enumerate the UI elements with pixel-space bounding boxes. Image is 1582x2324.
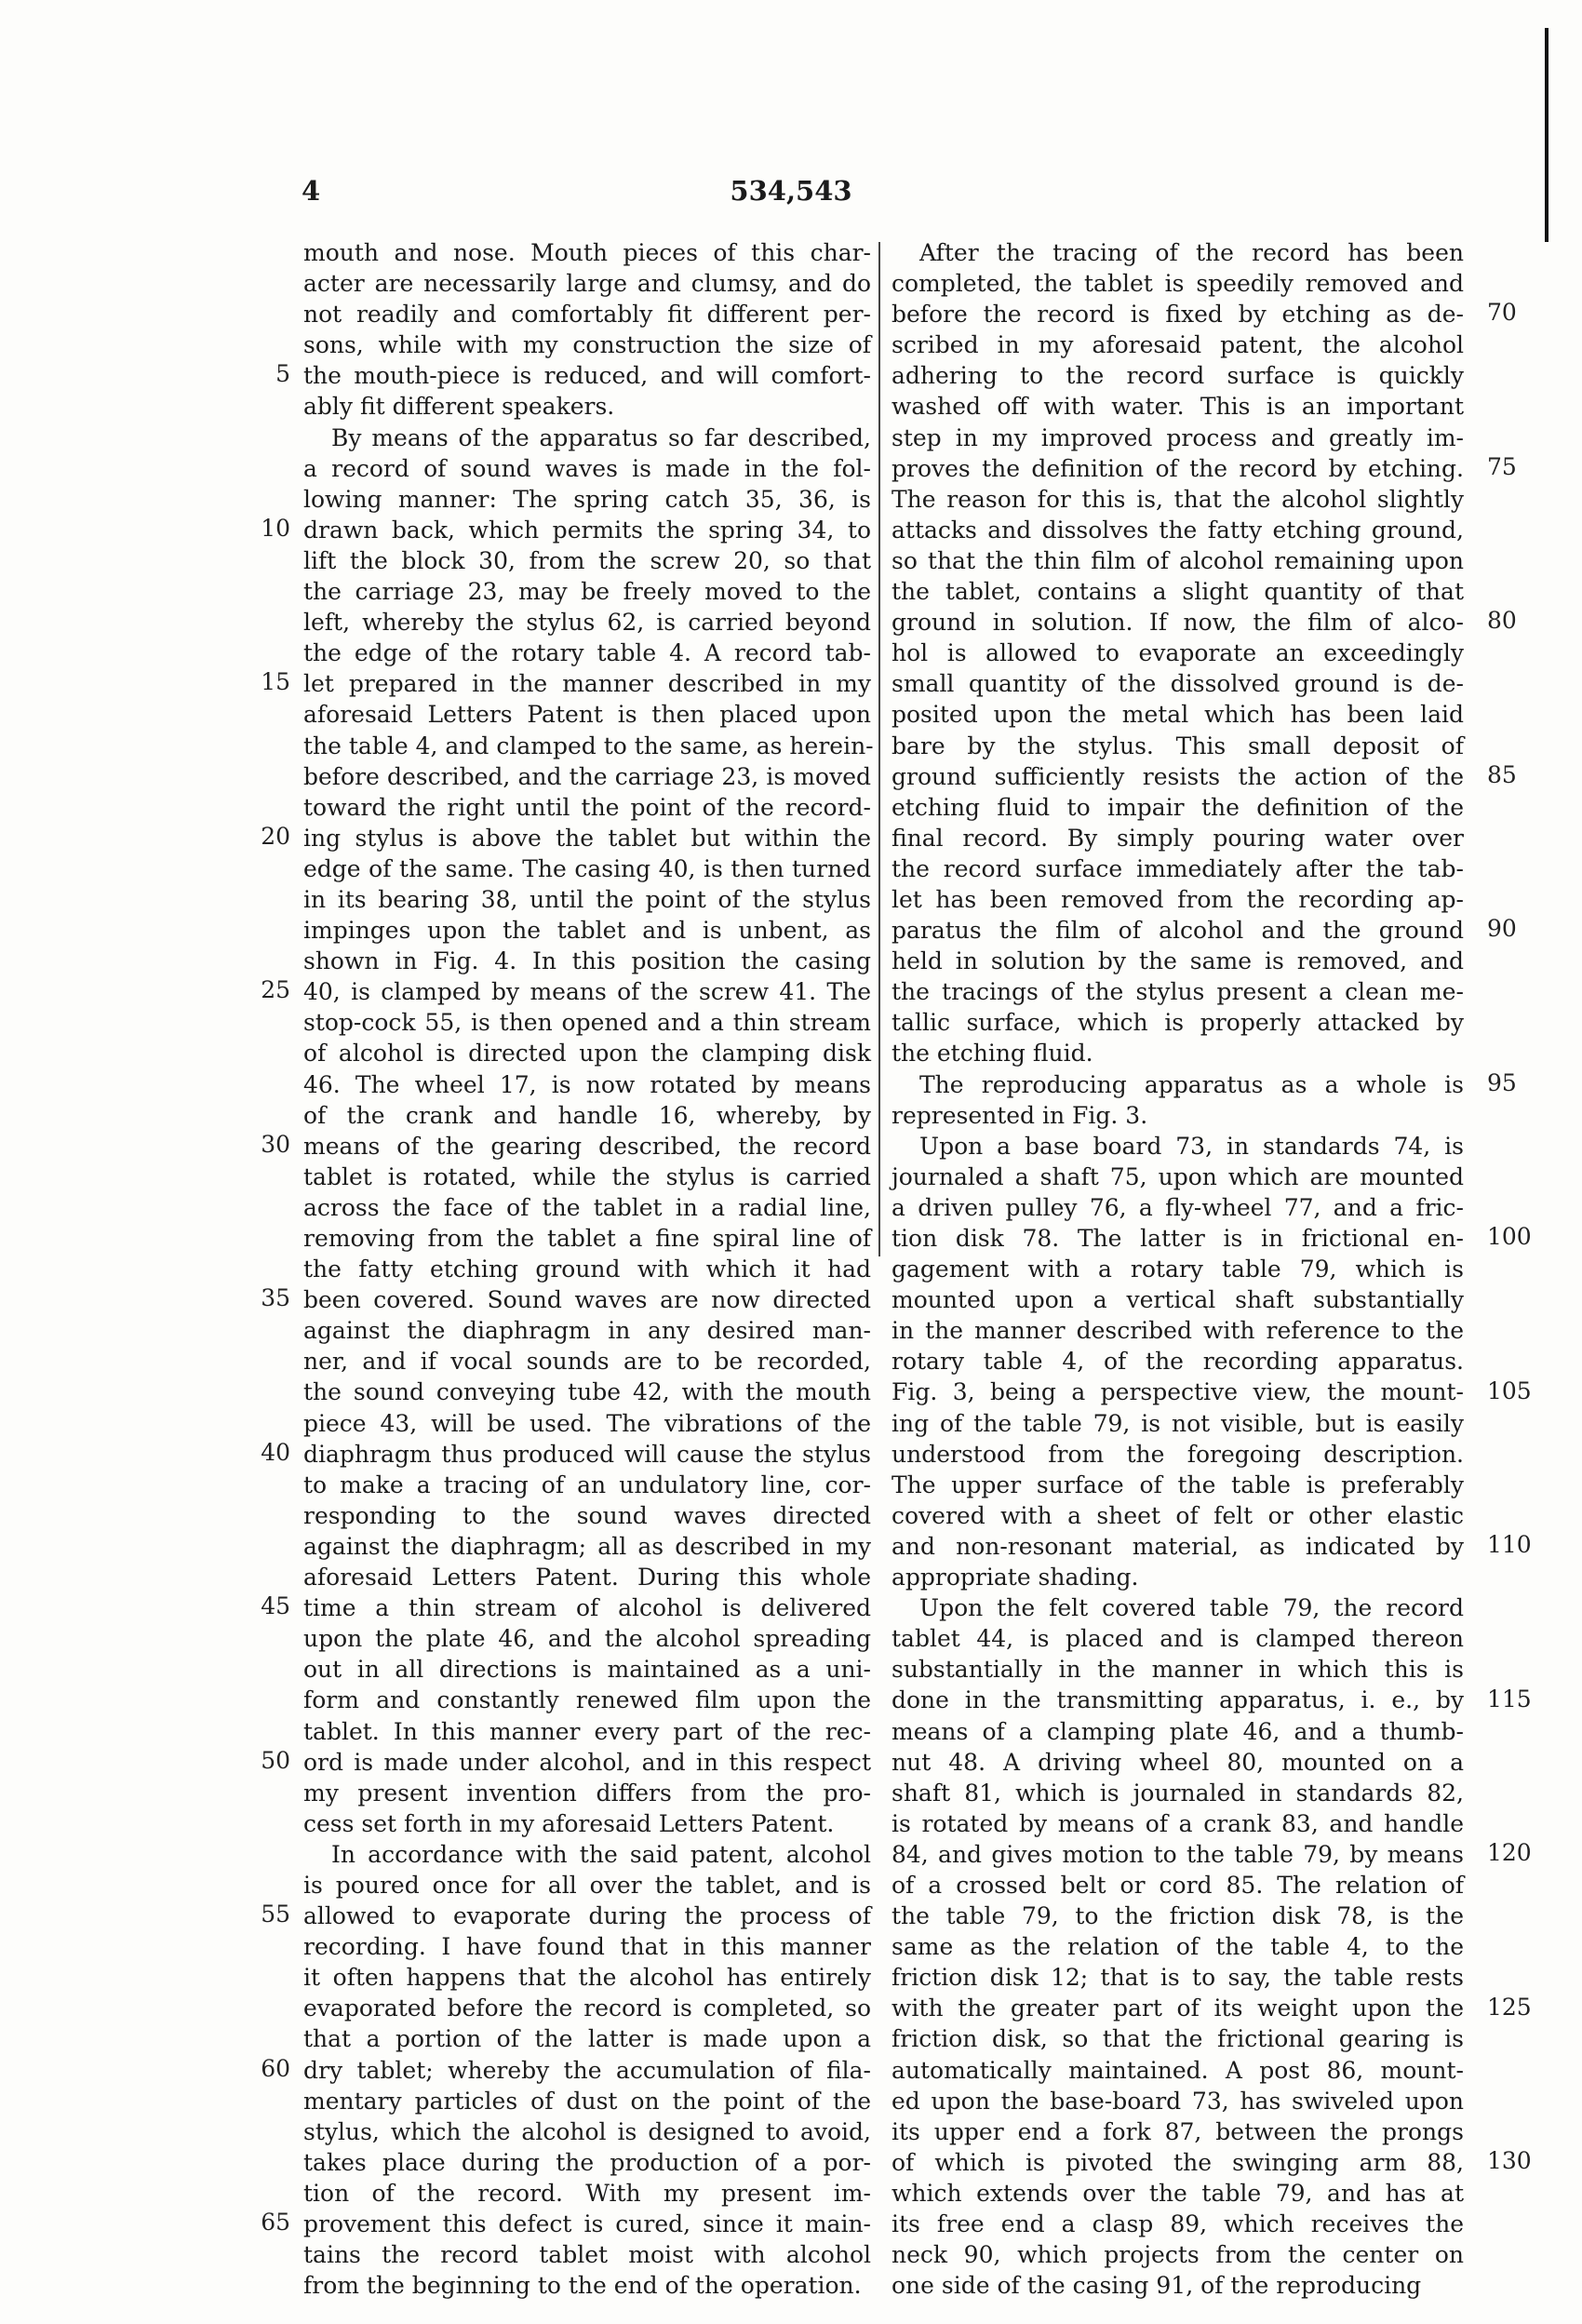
text-line: in the manner described with reference to the (892, 1317, 1464, 1345)
right-margin-line-number: 85 (1487, 760, 1517, 788)
left-margin-line-number: 50 (261, 1746, 290, 1774)
left-text-column (303, 237, 874, 2301)
text-line: piece 43, will be used. The vibrations of the (303, 1409, 871, 1437)
left-margin-line-number: 25 (261, 976, 290, 1004)
text-line: tion of the record. With my present im- (303, 2179, 871, 2207)
left-margin-line-number: 60 (261, 2054, 290, 2082)
text-line: bare by the stylus. This small deposit of (892, 732, 1464, 759)
text-line: my present invention differs from the pro- (303, 1779, 871, 1807)
text-line: neck 90, which projects from the center on (892, 2241, 1464, 2269)
text-line: substantially in the manner in which this is (892, 1656, 1464, 1684)
text-line: appropriate shading. (892, 1564, 1139, 1592)
right-margin-line-number: 95 (1487, 1068, 1517, 1096)
text-line: and non-resonant material, as indicated by (892, 1532, 1464, 1560)
text-line: of the crank and handle 16, whereby, by (303, 1101, 871, 1129)
text-line: impinges upon the tablet and is unbent, as (303, 917, 871, 945)
text-line: The reproducing apparatus as a whole is (919, 1070, 1464, 1098)
text-line: attacks and dissolves the fatty etching ground, (892, 516, 1464, 544)
text-line: After the tracing of the record has been (919, 239, 1464, 266)
text-line: to make a tracing of an undulatory line, cor- (303, 1471, 871, 1498)
page-edge-mark (1545, 28, 1548, 242)
text-line: ing stylus is above the tablet but within the (303, 824, 871, 852)
text-line: paratus the film of alcohol and the ground (892, 917, 1464, 945)
left-margin-line-number: 15 (261, 668, 290, 696)
text-line: a driven pulley 76, a fly-wheel 77, and a fric- (892, 1193, 1464, 1221)
text-line: ground in solution. If now, the film of alco- (892, 609, 1464, 637)
text-line: represented in Fig. 3. (892, 1101, 1148, 1129)
text-line: understood from the foregoing description. (892, 1440, 1464, 1468)
text-line: mentary particles of dust on the point of the (303, 2087, 871, 2115)
text-line: journaled a shaft 75, upon which are mounted (892, 1162, 1464, 1190)
text-line: one side of the casing 91, of the reproducing (892, 2272, 1422, 2300)
text-line: rotary table 4, of the recording apparatus. (892, 1348, 1464, 1376)
text-line: acter are necessarily large and clumsy, and do (303, 270, 871, 298)
text-line: The upper surface of the table is preferably (892, 1471, 1464, 1498)
text-line: ner, and if vocal sounds are to be recorded, (303, 1348, 871, 1376)
right-margin-line-number: 125 (1487, 1993, 1532, 2021)
text-line: left, whereby the stylus 62, is carried beyond (303, 609, 871, 637)
text-line: tallic surface, which is properly attacked by (892, 1009, 1464, 1037)
right-margin-line-number: 70 (1487, 299, 1517, 327)
left-margin-line-number: 45 (261, 1592, 290, 1620)
text-line: not readily and comfortably fit different per- (303, 301, 871, 329)
text-line: evaporated before the record is completed, so (303, 1995, 871, 2022)
left-margin-line-number: 30 (261, 1130, 290, 1158)
text-line: recording. I have found that in this manner (303, 1933, 871, 1961)
text-line: form and constantly renewed film upon the (303, 1686, 871, 1714)
right-margin-line-number: 75 (1487, 452, 1517, 480)
page-number: 4 (302, 175, 321, 207)
text-line: stop-cock 55, is then opened and a thin stream (303, 1009, 871, 1037)
text-line: mouth and nose. Mouth pieces of this char- (303, 239, 871, 266)
text-line: is poured once for all over the tablet, and is (303, 1871, 871, 1899)
text-line: the carriage 23, may be freely moved to the (303, 578, 871, 606)
text-line: friction disk, so that the frictional gearing is (892, 2025, 1464, 2053)
text-line: drawn back, which permits the spring 34, to (303, 516, 871, 544)
text-line: ord is made under alcohol, and in this respect (303, 1748, 871, 1776)
text-line: dry tablet; whereby the accumulation of fila- (303, 2056, 871, 2084)
text-line: step in my improved process and greatly im- (892, 423, 1464, 451)
text-line: tains the record tablet moist with alcohol (303, 2241, 871, 2269)
text-line: 46. The wheel 17, is now rotated by means (303, 1070, 871, 1098)
text-line: friction disk 12; that is to say, the table rests (892, 1964, 1464, 1992)
text-line: The reason for this is, that the alcohol slightly (892, 485, 1464, 513)
right-margin-line-number: 110 (1487, 1531, 1532, 1559)
text-line: tablet. In this manner every part of the rec- (303, 1717, 871, 1745)
text-line: lowing manner: The spring catch 35, 36, is (303, 485, 871, 513)
text-line: let prepared in the manner described in my (303, 670, 871, 698)
text-line: its upper end a fork 87, between the prongs (892, 2117, 1464, 2145)
text-line: the tablet, contains a slight quantity of that (892, 578, 1464, 606)
text-line: it often happens that the alcohol has entirely (303, 1964, 871, 1992)
text-line: with the greater part of its weight upon the (892, 1995, 1464, 2022)
right-margin-line-number: 90 (1487, 915, 1517, 943)
left-margin-line-number: 55 (261, 1901, 290, 1928)
text-line: the table 4, and clamped to the same, as herein- (303, 732, 874, 759)
text-line: gagement with a rotary table 79, which is (892, 1256, 1464, 1283)
text-line: is rotated by means of a crank 83, and handle (892, 1809, 1464, 1837)
text-line: a record of sound waves is made in the fol- (303, 454, 871, 482)
text-line: lift the block 30, from the screw 20, so that (303, 546, 871, 574)
text-line: before described, and the carriage 23, is moved (303, 762, 871, 790)
text-line: Upon the felt covered table 79, the record (919, 1594, 1464, 1622)
text-line: aforesaid Letters Patent is then placed upon (303, 701, 871, 729)
text-line: in its bearing 38, until the point of the stylus (303, 885, 871, 913)
text-line: against the diaphragm; all as described in my (303, 1532, 871, 1560)
text-line: final record. By simply pouring water over (892, 824, 1464, 852)
text-line: washed off with water. This is an important (892, 393, 1464, 421)
text-line: which extends over the table 79, and has at (892, 2179, 1464, 2207)
text-line: across the face of the tablet in a radial line, (303, 1193, 871, 1221)
right-text-column (892, 237, 1464, 2301)
right-margin-line-number: 120 (1487, 1839, 1532, 1867)
text-line: allowed to evaporate during the process of (303, 1902, 871, 1930)
text-line: By means of the apparatus so far described, (331, 423, 871, 451)
text-line: ing of the table 79, is not visible, but is easily (892, 1409, 1464, 1437)
text-line: etching fluid to impair the definition of the (892, 793, 1464, 821)
text-line: upon the plate 46, and the alcohol spreading (303, 1625, 871, 1653)
text-line: the etching fluid. (892, 1040, 1093, 1068)
text-line: cess set forth in my aforesaid Letters Patent. (303, 1809, 835, 1837)
text-line: the mouth-piece is reduced, and will comfort- (303, 362, 871, 390)
text-line: time a thin stream of alcohol is delivered (303, 1594, 871, 1622)
text-line: edge of the same. The casing 40, is then turned (303, 854, 871, 882)
text-line: Upon a base board 73, in standards 74, is (919, 1132, 1464, 1160)
text-line: automatically maintained. A post 86, mount- (892, 2056, 1464, 2084)
left-margin-line-number: 40 (261, 1438, 290, 1466)
text-line: Fig. 3, being a perspective view, the mount- (892, 1378, 1464, 1406)
text-line: small quantity of the dissolved ground is de- (892, 670, 1464, 698)
text-line: the fatty etching ground with which it had (303, 1256, 871, 1283)
text-line: of a crossed belt or cord 85. The relation of (892, 1871, 1464, 1899)
text-line: completed, the tablet is speedily removed and (892, 270, 1464, 298)
text-line: provement this defect is cured, since it main- (303, 2210, 871, 2237)
text-line: takes place during the production of a por- (303, 2148, 871, 2176)
text-line: means of the gearing described, the record (303, 1132, 871, 1160)
text-line: ground sufficiently resists the action of the (892, 762, 1464, 790)
text-line: diaphragm thus produced will cause the stylus (303, 1440, 871, 1468)
text-line: aforesaid Letters Patent. During this whole (303, 1564, 871, 1592)
text-line: same as the relation of the table 4, to the (892, 1933, 1464, 1961)
right-margin-line-number: 80 (1487, 607, 1517, 635)
left-margin-line-number: 10 (261, 514, 290, 542)
text-line: removing from the tablet a fine spiral line of (303, 1225, 871, 1252)
text-line: proves the definition of the record by etching. (892, 454, 1464, 482)
text-line: done in the transmitting apparatus, i. e., by (892, 1686, 1464, 1714)
text-line: tion disk 78. The latter is in frictional en- (892, 1225, 1464, 1252)
left-margin-line-number: 35 (261, 1284, 290, 1312)
text-line: shown in Fig. 4. In this position the casing (303, 947, 871, 975)
text-line: tablet is rotated, while the stylus is carried (303, 1162, 871, 1190)
text-line: ed upon the base-board 73, has swiveled upon (892, 2087, 1464, 2115)
text-line: against the diaphragm in any desired man- (303, 1317, 871, 1345)
text-line: adhering to the record surface is quickly (892, 362, 1464, 390)
right-margin-line-number: 115 (1487, 1685, 1532, 1713)
text-line: shaft 81, which is journaled in standards 82, (892, 1779, 1464, 1807)
right-margin-line-number: 130 (1487, 2147, 1532, 2175)
left-margin-line-number: 20 (261, 822, 290, 850)
text-line: In accordance with the said patent, alcohol (331, 1840, 871, 1868)
text-line: of which is pivoted the swinging arm 88, (892, 2148, 1464, 2176)
left-margin-line-number: 5 (275, 360, 290, 388)
left-margin-line-number: 65 (261, 2209, 290, 2237)
text-line: the tracings of the stylus present a clean me- (892, 978, 1464, 1006)
text-line: scribed in my aforesaid patent, the alcohol (892, 331, 1464, 359)
text-line: the edge of the rotary table 4. A record tab- (303, 639, 871, 667)
text-line: responding to the sound waves directed (303, 1501, 871, 1529)
text-line: the table 79, to the friction disk 78, is the (892, 1902, 1464, 1930)
text-line: held in solution by the same is removed, and (892, 947, 1464, 975)
right-margin-line-number: 100 (1487, 1223, 1532, 1251)
text-line: that a portion of the latter is made upon a (303, 2025, 871, 2053)
patent-number: 534,543 (730, 175, 852, 207)
text-line: 40, is clamped by means of the screw 41. The (303, 978, 871, 1006)
text-line: 84, and gives motion to the table 79, by means (892, 1840, 1464, 1868)
text-line: of alcohol is directed upon the clamping disk (303, 1040, 871, 1068)
text-line: the sound conveying tube 42, with the mouth (303, 1378, 871, 1406)
text-line: from the beginning to the end of the operation. (303, 2272, 862, 2300)
text-line: nut 48. A driving wheel 80, mounted on a (892, 1748, 1464, 1776)
right-margin-line-number: 105 (1487, 1377, 1532, 1404)
text-line: before the record is fixed by etching as de- (892, 301, 1464, 329)
text-line: stylus, which the alcohol is designed to avoid, (303, 2117, 871, 2145)
text-line: its free end a clasp 89, which receives the (892, 2210, 1464, 2237)
text-line: hol is allowed to evaporate an exceedingly (892, 639, 1464, 667)
text-line: out in all directions is maintained as a uni- (303, 1656, 871, 1684)
text-line: let has been removed from the recording ap- (892, 885, 1464, 913)
text-line: posited upon the metal which has been laid (892, 701, 1464, 729)
text-line: so that the thin film of alcohol remaining upon (892, 546, 1464, 574)
text-line: mounted upon a vertical shaft substantially (892, 1286, 1464, 1314)
text-line: ably fit different speakers. (303, 393, 615, 421)
text-line: covered with a sheet of felt or other elastic (892, 1501, 1464, 1529)
text-line: been covered. Sound waves are now directed (303, 1286, 871, 1314)
text-line: tablet 44, is placed and is clamped thereon (892, 1625, 1464, 1653)
column-divider (878, 242, 880, 1256)
text-line: sons, while with my construction the size of (303, 331, 871, 359)
text-line: means of a clamping plate 46, and a thumb- (892, 1717, 1464, 1745)
text-line: the record surface immediately after the tab- (892, 854, 1464, 882)
text-line: toward the right until the point of the record- (303, 793, 871, 821)
